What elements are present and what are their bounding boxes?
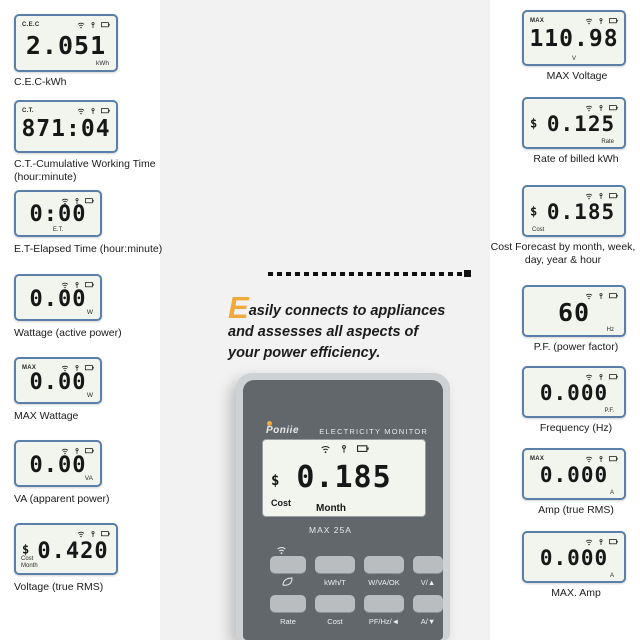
- promo-line3: your power efficiency.: [228, 345, 381, 362]
- lcd-value: 0.00: [29, 453, 87, 478]
- lcd-top-label: C.E.C: [22, 22, 40, 28]
- lcd-unit: W: [86, 392, 93, 399]
- wifi-icon: [585, 374, 593, 381]
- wifi-icon: [585, 456, 593, 463]
- status-icons: [77, 531, 110, 538]
- wifi-icon: [585, 18, 593, 25]
- lcd-value-row: [16, 116, 116, 141]
- lcd-va: [14, 440, 102, 487]
- antenna-icon: [90, 22, 96, 29]
- wifi-icon: [320, 445, 331, 454]
- antenna-icon: [598, 539, 604, 546]
- wifi-icon: [275, 542, 288, 560]
- lcd-rate: [522, 97, 626, 149]
- lcd-unit: W: [86, 309, 93, 316]
- status-icons: [585, 539, 618, 546]
- lcd-cec: [14, 14, 118, 72]
- lcd-ct: [14, 100, 118, 153]
- lcd-unit: Cost: [532, 227, 545, 233]
- device-screen: [262, 439, 426, 517]
- device-model: MAX 25A: [309, 525, 352, 535]
- lcd-value-row: [16, 453, 100, 478]
- button-kwh-t[interactable]: [315, 556, 355, 573]
- lcd-value: 0.00: [29, 287, 87, 312]
- screen-cost-label: Cost: [271, 498, 291, 508]
- lcd-value-row: [524, 464, 624, 486]
- button-label-rate: Rate: [280, 617, 296, 626]
- lcd-unit: VA: [84, 475, 93, 482]
- caption-voltage: Voltage (true RMS): [14, 581, 104, 593]
- leaf-icon: [270, 577, 306, 587]
- device-body: [236, 373, 450, 640]
- caption-frequency: Frequency (Hz): [539, 422, 613, 434]
- antenna-icon: [598, 374, 604, 381]
- status-icons: [77, 22, 110, 29]
- pointer-dashed-line: [268, 272, 464, 276]
- caption-et: E.T-Elapsed Time (hour:minute): [14, 243, 163, 255]
- caption-va: VA (apparent power): [14, 493, 110, 505]
- lcd-value-row: [524, 547, 624, 569]
- lcd-amp: [522, 448, 626, 500]
- lcd-value: 871:04: [21, 115, 111, 142]
- screen-currency: $: [271, 473, 280, 489]
- button-a-down[interactable]: [413, 595, 443, 612]
- battery-icon: [609, 193, 618, 199]
- antenna-icon: [90, 531, 96, 538]
- device-title: ELECTRICITY MONITOR: [319, 427, 428, 436]
- caption-max-amp: MAX. Amp: [551, 587, 601, 599]
- lcd-value: 0.000: [539, 381, 609, 405]
- lcd-value: 60: [557, 297, 591, 327]
- button-w-va-ok[interactable]: [364, 556, 404, 573]
- lcd-et: [14, 190, 102, 237]
- button-v-up[interactable]: [413, 556, 443, 573]
- button-label-w-va-ok: W/VA/OK: [368, 578, 400, 587]
- device-screen-statusbar: [263, 444, 425, 454]
- antenna-icon: [598, 18, 604, 25]
- status-icons: [585, 18, 618, 25]
- battery-icon: [101, 22, 110, 28]
- lcd-value-row: [524, 113, 624, 135]
- caption-wattage: Wattage (active power): [14, 327, 122, 339]
- battery-icon: [609, 293, 618, 299]
- lcd-value-row: [16, 202, 100, 227]
- status-icons: [77, 108, 110, 115]
- lcd-top-label: C.T.: [22, 108, 34, 114]
- battery-icon: [357, 445, 369, 453]
- wifi-icon: [585, 105, 593, 112]
- antenna-icon: [598, 456, 604, 463]
- battery-icon: [609, 456, 618, 462]
- lcd-unit: kWh: [96, 60, 109, 67]
- lcd-top-label: MAX: [22, 365, 37, 371]
- antenna-icon: [598, 193, 604, 200]
- lcd-unit: A: [609, 490, 614, 496]
- button-label-cost: Cost: [327, 617, 343, 626]
- pointer-end-marker: [464, 270, 471, 277]
- lcd-value: 0.125: [546, 112, 616, 136]
- lcd-top-label: MAX: [530, 18, 545, 24]
- wifi-icon: [77, 22, 85, 29]
- currency-symbol: $: [22, 542, 30, 557]
- lcd-top-label: MAX: [530, 456, 545, 462]
- lcd-unit: P.F.: [604, 408, 614, 414]
- lcd-power-factor: [522, 285, 626, 337]
- lcd-unit: Rate: [601, 139, 614, 145]
- battery-icon: [609, 18, 618, 24]
- lcd-unit: V: [571, 56, 576, 62]
- currency-symbol: $: [530, 204, 538, 219]
- promo-line2: and assesses all aspects of: [228, 324, 419, 341]
- lcd-voltage: [14, 523, 118, 575]
- lcd-value: 2.051: [25, 30, 107, 60]
- caption-cost-forecast: Cost Forecast by month, week, day, year & hour: [490, 241, 636, 267]
- lcd-cost-month-label: Cost Month: [21, 556, 38, 570]
- lcd-value: 0.185: [546, 200, 616, 224]
- device-brand: Poniie: [266, 425, 300, 436]
- lcd-unit: A: [609, 573, 614, 579]
- lcd-max-wattage: [14, 357, 102, 404]
- lcd-value: 0:00: [29, 202, 87, 227]
- lcd-value-row: [524, 26, 624, 52]
- antenna-icon: [340, 445, 348, 454]
- caption-max-wattage: MAX Wattage: [14, 410, 79, 422]
- lcd-value-row: [16, 370, 100, 395]
- button-pf-hz-left[interactable]: [364, 595, 404, 612]
- caption-ct: C.T.-Cumulative Working Time (hour:minute): [14, 158, 156, 184]
- lcd-value-row: [524, 297, 624, 327]
- lcd-value-row: [16, 287, 100, 312]
- button-label-leaf: [270, 577, 306, 587]
- lcd-max-amp: [522, 531, 626, 583]
- lcd-value: 110.98: [529, 26, 619, 52]
- caption-rate: Rate of billed kWh: [533, 153, 619, 165]
- wifi-icon: [585, 193, 593, 200]
- antenna-icon: [598, 293, 604, 300]
- lcd-value-row: [16, 30, 116, 60]
- wifi-icon: [77, 108, 85, 115]
- antenna-icon: [90, 108, 96, 115]
- promo-line1: asily connects to appliances: [248, 303, 446, 319]
- lcd-frequency: [522, 366, 626, 418]
- wifi-icon: [77, 531, 85, 538]
- lcd-wattage: [14, 274, 102, 321]
- screen-period-label: Month: [316, 503, 346, 514]
- status-icons: [585, 374, 618, 381]
- lcd-value: 0.420: [37, 538, 109, 564]
- screen-value: 0.185: [296, 460, 392, 495]
- caption-cec: C.E.C-kWh: [14, 76, 67, 88]
- battery-icon: [609, 374, 618, 380]
- wifi-icon: [585, 539, 593, 546]
- promo-text: [228, 290, 490, 364]
- lcd-cost-forecast: [522, 185, 626, 237]
- lcd-unit: E.T.: [52, 227, 64, 233]
- button-cost[interactable]: [315, 595, 355, 612]
- currency-symbol: $: [530, 116, 538, 131]
- caption-power-factor: P.F. (power factor): [533, 341, 619, 353]
- status-icons: [585, 105, 618, 112]
- button-label-pf-hz-left: PF/Hz/◄: [368, 617, 400, 626]
- button-rate[interactable]: [270, 595, 306, 612]
- button-label-v-up: V/▲: [420, 578, 436, 587]
- caption-amp: Amp (true RMS): [538, 504, 614, 516]
- lcd-value-row: [524, 382, 624, 404]
- battery-icon: [609, 105, 618, 111]
- status-icons: [585, 193, 618, 200]
- lcd-max-voltage: [522, 10, 626, 66]
- battery-icon: [101, 531, 110, 537]
- lcd-value: 0.000: [539, 463, 609, 487]
- promo-dropcap: E: [228, 290, 249, 325]
- lcd-unit: Hz: [606, 327, 614, 333]
- caption-max-voltage: MAX Voltage: [546, 70, 608, 82]
- status-icons: [585, 456, 618, 463]
- lcd-value-row: [524, 201, 624, 223]
- battery-icon: [101, 108, 110, 114]
- lcd-value: 0.00: [29, 370, 87, 395]
- lcd-value: 0.000: [539, 546, 609, 570]
- antenna-icon: [598, 105, 604, 112]
- button-label-a-down: A/▼: [420, 617, 436, 626]
- button-label-kwh-t: kWh/T: [324, 578, 346, 587]
- battery-icon: [609, 539, 618, 545]
